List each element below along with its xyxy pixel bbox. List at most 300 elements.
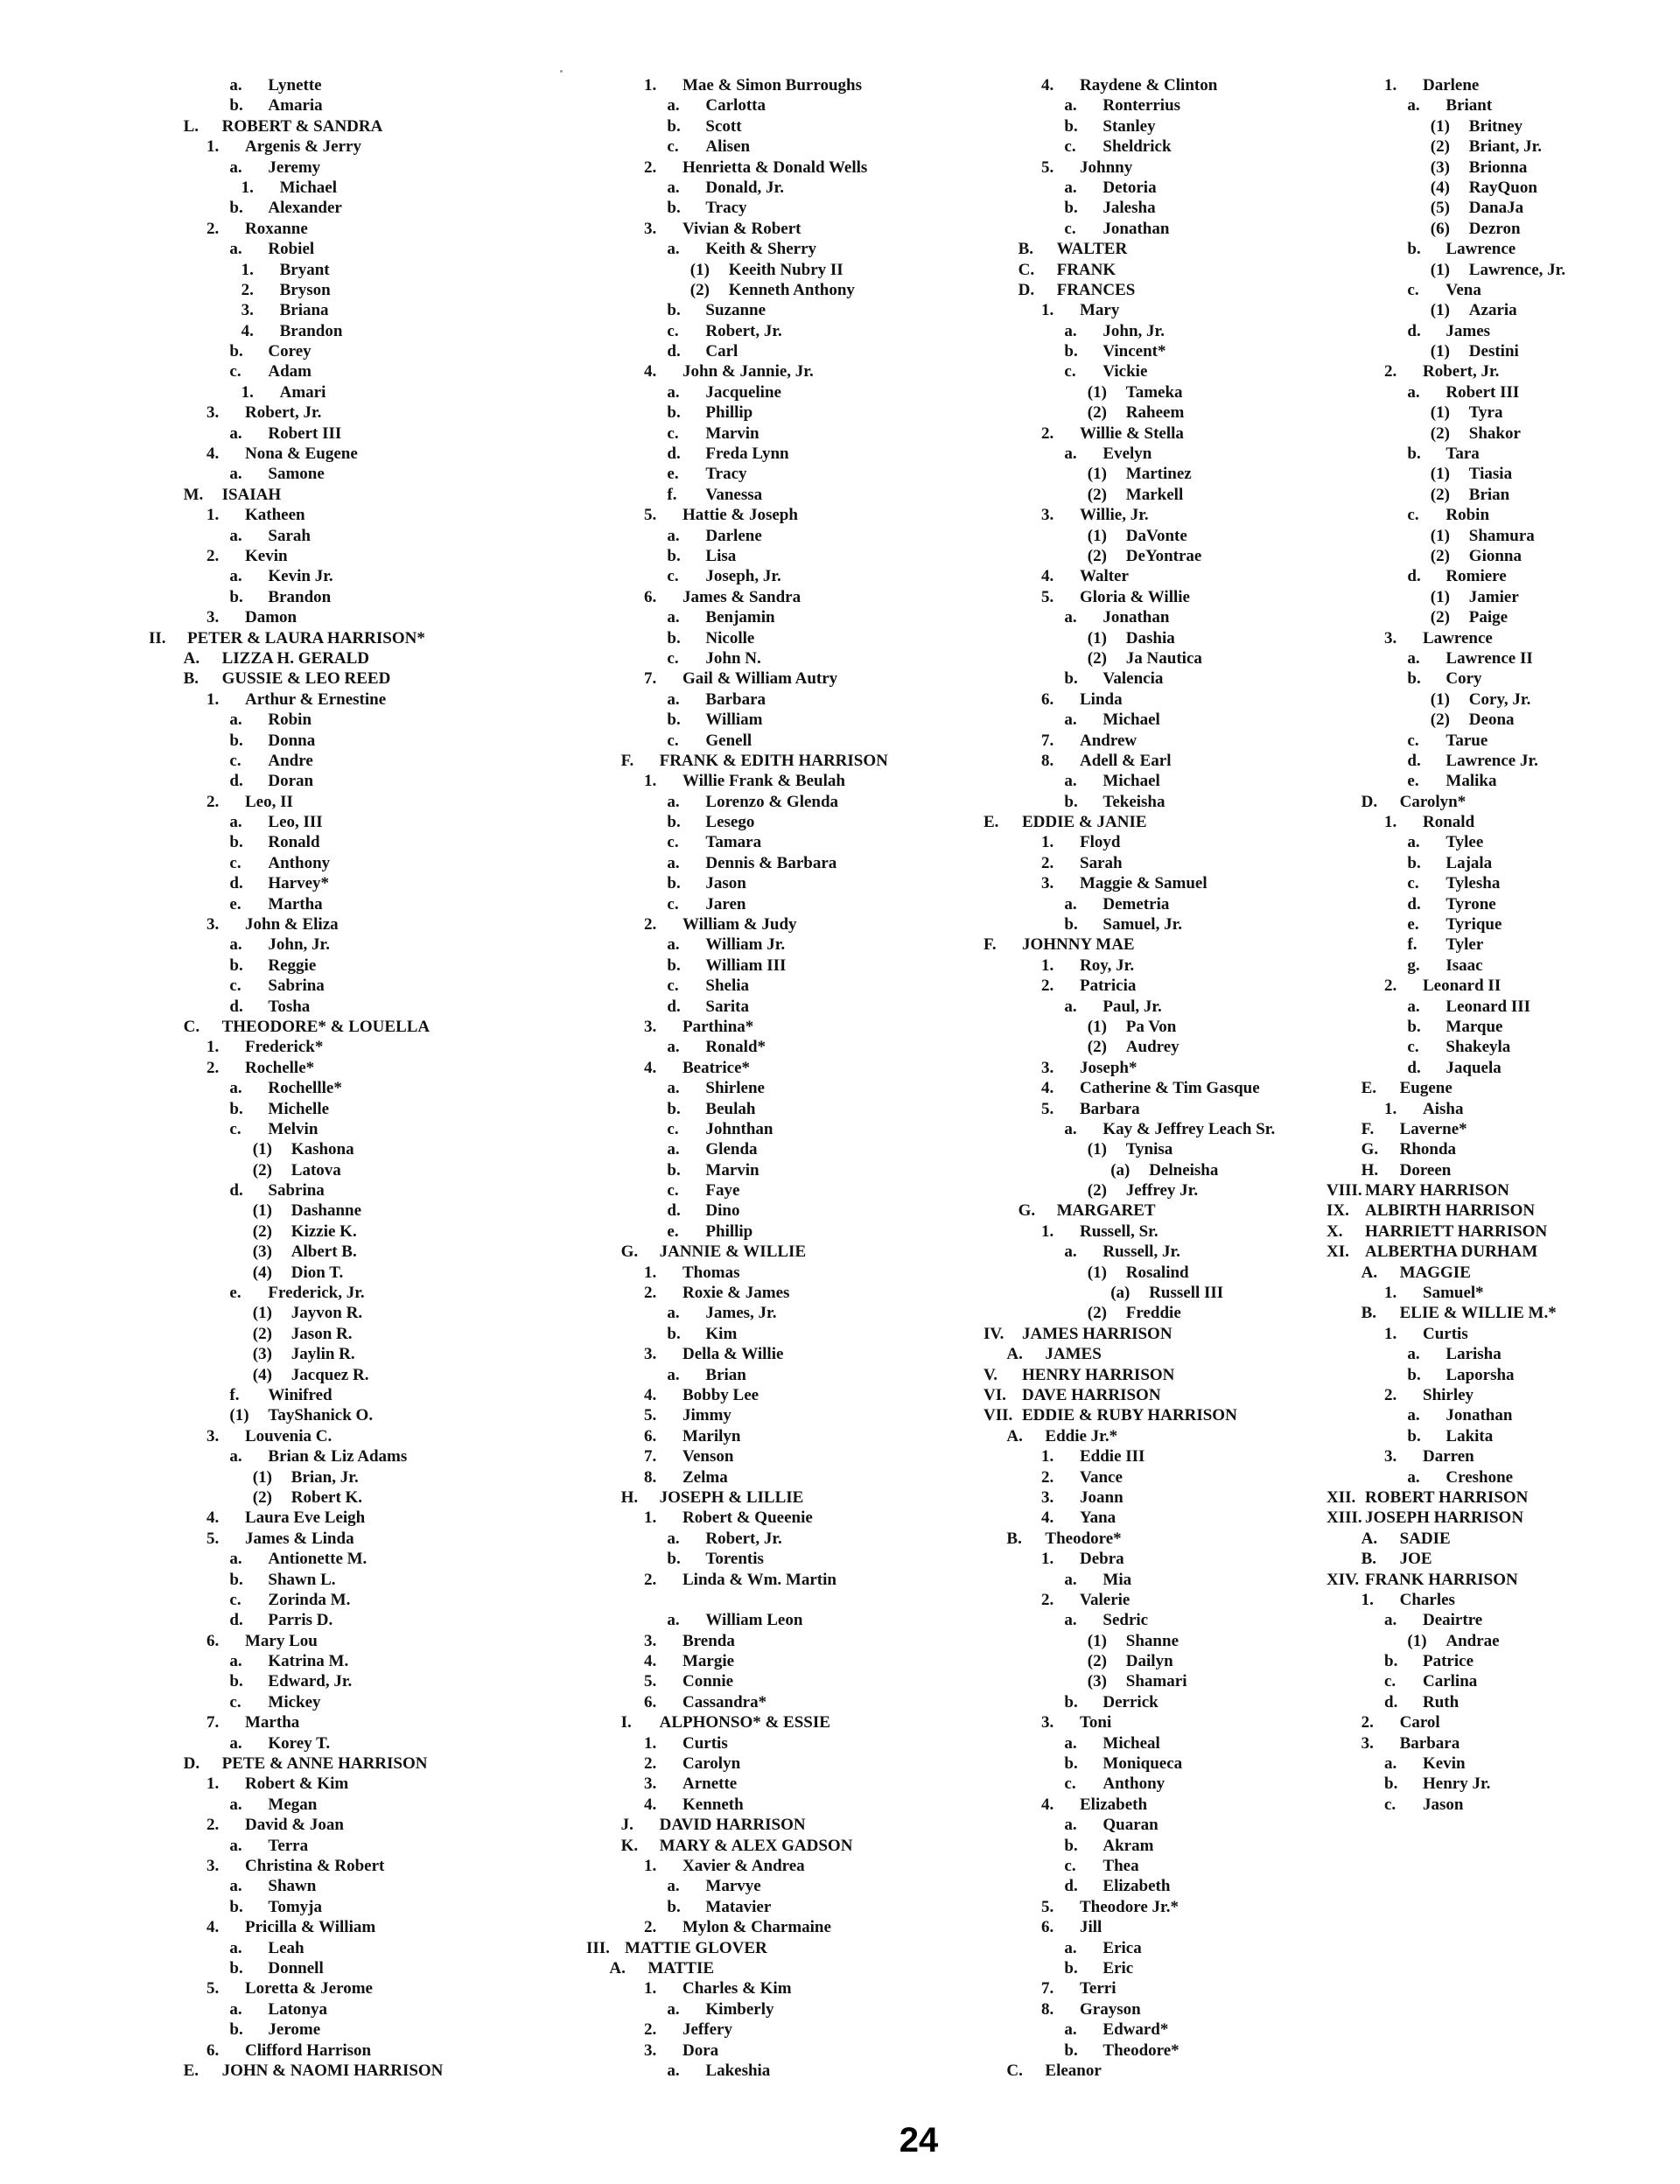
- outline-entry: [586, 402, 888, 423]
- entry-marker: a.: [1064, 96, 1077, 116]
- entry-name: Jonathan: [1102, 219, 1170, 238]
- outline-entry: [1326, 198, 1565, 218]
- entry-marker: (4): [1430, 178, 1450, 197]
- entry-marker: e.: [667, 465, 679, 484]
- entry-marker: A.: [609, 1958, 626, 1978]
- outline-entry: [984, 1938, 1275, 1958]
- entry-name: Shawn: [268, 1877, 317, 1896]
- outline-entry: [149, 648, 443, 668]
- entry-name: Eddie Jr.*: [1045, 1426, 1118, 1446]
- entry-marker: B.: [1018, 240, 1034, 259]
- entry-name: Eleanor: [1045, 2061, 1102, 2080]
- outline-entry: [149, 997, 443, 1017]
- entry-marker: III.: [586, 1938, 610, 1957]
- outline-entry: [149, 361, 443, 382]
- outline-entry: [984, 1385, 1275, 1405]
- outline-entry: [149, 1671, 443, 1691]
- entry-name: Catherine & Tim Gasque: [1080, 1079, 1260, 1098]
- entry-marker: 2.: [644, 1918, 657, 1937]
- entry-marker: (1): [1087, 1263, 1107, 1282]
- outline-entry: [149, 1836, 443, 1856]
- entry-name: Brandon: [279, 321, 343, 340]
- outline-entry: [149, 485, 443, 505]
- entry-marker: 5.: [1041, 1897, 1054, 1916]
- entry-marker: f.: [229, 1386, 240, 1404]
- entry-marker: 4.: [1041, 76, 1054, 94]
- entry-marker: (1): [1430, 690, 1450, 709]
- outline-entry: [586, 260, 888, 280]
- outline-entry: [984, 1508, 1275, 1528]
- outline-entry: [586, 1344, 888, 1364]
- outline-entry: [586, 2020, 888, 2040]
- entry-name: Reggie: [268, 956, 317, 975]
- entry-marker: (1): [1087, 1631, 1107, 1650]
- entry-name: Gloria & Willie: [1080, 587, 1190, 606]
- entry-marker: a.: [1064, 1242, 1077, 1262]
- entry-marker: a.: [229, 567, 242, 586]
- outline-entry: [586, 1774, 888, 1794]
- outline-entry: [984, 526, 1275, 546]
- entry-marker: (1): [1087, 465, 1107, 484]
- entry-name: Joseph, Jr.: [705, 567, 781, 586]
- entry-name: Vance: [1080, 1467, 1123, 1487]
- entry-name: Joseph*: [1080, 1058, 1138, 1077]
- outline-entry: [586, 1897, 888, 1917]
- outline-entry: [1326, 710, 1565, 730]
- entry-marker: (2): [1430, 710, 1450, 730]
- outline-entry: [1326, 424, 1565, 444]
- outline-entry: [586, 1160, 888, 1180]
- entry-name: Kimberly: [705, 1999, 774, 2019]
- entry-name: Brian: [1468, 485, 1510, 504]
- outline-entry: [1326, 1303, 1565, 1323]
- entry-marker: (4): [252, 1263, 272, 1282]
- outline-entry: [149, 382, 443, 402]
- entry-marker: 3.: [206, 403, 220, 423]
- entry-marker: b.: [667, 1550, 681, 1569]
- outline-entry: [586, 1283, 888, 1303]
- outline-entry: [586, 1200, 888, 1221]
- entry-marker: c.: [667, 424, 679, 443]
- entry-name: Quaran: [1102, 1816, 1158, 1835]
- entry-name: THEODORE* & LOUELLA: [221, 1017, 430, 1036]
- entry-marker: (2): [1087, 485, 1107, 504]
- outline-entry: [586, 1631, 888, 1651]
- entry-name: Russell III: [1149, 1284, 1224, 1303]
- outline-entry: [1326, 934, 1565, 955]
- entry-marker: c.: [1407, 731, 1419, 750]
- entry-marker: e.: [1407, 915, 1419, 934]
- entry-name: Edward*: [1102, 2020, 1169, 2040]
- outline-entry: [1326, 731, 1565, 751]
- outline-entry: [149, 690, 443, 710]
- entry-name: Lorenzo & Glenda: [705, 792, 839, 811]
- outline-entry: [984, 1446, 1275, 1466]
- entry-marker: d.: [1407, 751, 1421, 770]
- outline-entry: [1326, 1365, 1565, 1385]
- entry-marker: 4.: [241, 321, 254, 340]
- outline-entry: [586, 341, 888, 361]
- outline-entry: [1326, 158, 1565, 178]
- outline-entry: [586, 1324, 888, 1344]
- entry-name: Glenda: [705, 1140, 758, 1159]
- entry-marker: c.: [667, 321, 679, 340]
- entry-name: Briant, Jr.: [1468, 137, 1543, 157]
- outline-entry: [1326, 280, 1565, 300]
- entry-name: Briant: [1446, 96, 1493, 116]
- entry-marker: 4.: [206, 1508, 220, 1528]
- entry-marker: a.: [229, 526, 242, 545]
- entry-marker: c.: [1407, 1038, 1419, 1057]
- entry-marker: 1.: [1041, 833, 1054, 852]
- entry-name: Martha: [268, 894, 323, 914]
- entry-name: MATTIE: [648, 1958, 715, 1978]
- entry-marker: b.: [229, 1897, 243, 1916]
- entry-name: Willie Frank & Beulah: [682, 772, 845, 791]
- entry-marker: d.: [229, 772, 243, 791]
- entry-marker: a.: [1064, 1733, 1077, 1753]
- entry-name: William & Judy: [682, 915, 797, 934]
- entry-marker: d.: [1407, 567, 1421, 586]
- outline-entry: [586, 1139, 888, 1159]
- entry-marker: c.: [667, 894, 679, 914]
- outline-entry: [1326, 812, 1565, 832]
- outline-entry: [586, 1446, 888, 1466]
- entry-name: Valencia: [1102, 669, 1164, 689]
- entry-marker: b.: [229, 956, 243, 975]
- entry-marker: 3.: [241, 301, 254, 320]
- entry-name: Dion T.: [290, 1263, 344, 1282]
- entry-marker: a.: [667, 1877, 680, 1896]
- outline-entry: [586, 1651, 888, 1671]
- entry-name: Dezron: [1468, 219, 1521, 238]
- entry-marker: 2.: [206, 792, 220, 811]
- outline-entry: [149, 607, 443, 627]
- entry-marker: c.: [229, 362, 242, 382]
- entry-name: Willie & Stella: [1080, 424, 1184, 443]
- entry-marker: 1.: [644, 1733, 657, 1753]
- outline-entry: [984, 1263, 1275, 1283]
- entry-marker: b.: [667, 403, 681, 423]
- entry-marker: f.: [1407, 935, 1418, 955]
- entry-marker: c.: [1407, 506, 1419, 525]
- entry-marker: 5.: [1041, 587, 1054, 606]
- entry-marker: XIII.: [1326, 1508, 1362, 1528]
- entry-marker: C.: [1018, 260, 1035, 279]
- entry-marker: (a): [1110, 1284, 1130, 1303]
- entry-name: Parris D.: [268, 1611, 333, 1630]
- entry-name: JAMES: [1045, 1345, 1102, 1364]
- entry-name: Megan: [268, 1795, 318, 1814]
- entry-name: James: [1446, 321, 1491, 340]
- entry-marker: b.: [1407, 1365, 1421, 1384]
- entry-marker: d.: [1407, 321, 1421, 340]
- outline-entry: [586, 566, 888, 586]
- entry-name: Cory, Jr.: [1468, 690, 1531, 709]
- entry-marker: (1): [1087, 1017, 1107, 1036]
- entry-name: David & Joan: [245, 1816, 344, 1835]
- outline-entry: [149, 853, 443, 873]
- outline-entry: [984, 1405, 1275, 1425]
- entry-name: ALBERTHA DURHAM: [1365, 1242, 1538, 1262]
- entry-marker: F.: [1361, 1119, 1375, 1138]
- entry-marker: a.: [1407, 1467, 1420, 1487]
- entry-marker: a.: [667, 792, 680, 811]
- entry-marker: 3.: [644, 1774, 657, 1794]
- entry-name: Elizabeth: [1102, 1877, 1171, 1896]
- outline-entry: [149, 321, 443, 341]
- entry-marker: (1): [1430, 260, 1450, 279]
- entry-marker: a.: [667, 1611, 680, 1630]
- entry-name: JAMES HARRISON: [1022, 1324, 1172, 1343]
- entry-name: Russell, Sr.: [1080, 1222, 1158, 1241]
- entry-marker: d.: [229, 1611, 243, 1630]
- entry-marker: a.: [1064, 997, 1077, 1016]
- entry-name: Rhonda: [1399, 1140, 1457, 1159]
- entry-name: Tyrone: [1446, 894, 1496, 914]
- entry-marker: a.: [667, 853, 680, 872]
- entry-marker: (1): [1087, 382, 1107, 402]
- entry-marker: b.: [229, 1958, 243, 1978]
- entry-name: Roxanne: [245, 219, 308, 238]
- entry-name: GUSSIE & LEO REED: [221, 669, 391, 689]
- entry-name: Adell & Earl: [1080, 751, 1172, 770]
- column-2: [586, 75, 888, 2081]
- outline-entry: [586, 853, 888, 873]
- entry-marker: a.: [229, 1733, 242, 1753]
- outline-entry: [984, 1958, 1275, 1978]
- entry-marker: 4.: [1041, 1508, 1054, 1528]
- entry-name: James & Sandra: [682, 587, 802, 606]
- entry-marker: a.: [1064, 178, 1077, 197]
- entry-marker: 3.: [1041, 1058, 1054, 1077]
- outline-entry: [149, 1692, 443, 1712]
- entry-marker: C.: [1006, 2061, 1023, 2080]
- outline-entry: [984, 2020, 1275, 2040]
- entry-name: DAVE HARRISON: [1022, 1386, 1161, 1404]
- entry-marker: (2): [1087, 1652, 1107, 1671]
- entry-marker: 2.: [241, 280, 254, 299]
- entry-marker: 1.: [206, 137, 220, 157]
- entry-marker: 2.: [1361, 1713, 1374, 1732]
- outline-entry: [149, 1426, 443, 1446]
- entry-marker: b.: [667, 301, 681, 320]
- outline-entry: [1326, 1160, 1565, 1180]
- outline-entry: [149, 1099, 443, 1119]
- outline-entry: [984, 505, 1275, 525]
- entry-marker: L.: [183, 116, 200, 136]
- entry-name: Jaren: [705, 894, 746, 914]
- outline-entry: [586, 1795, 888, 1815]
- entry-marker: d.: [1407, 1058, 1421, 1077]
- outline-entry: [1326, 116, 1565, 136]
- entry-marker: 1.: [1041, 1222, 1054, 1241]
- outline-entry: [1326, 444, 1565, 464]
- entry-name: Charles: [1399, 1590, 1455, 1609]
- outline-entry: [984, 1897, 1275, 1917]
- outline-entry: [586, 1938, 888, 1958]
- entry-name: Vickie: [1102, 362, 1148, 382]
- entry-marker: a.: [229, 1999, 242, 2019]
- entry-name: Xavier & Andrea: [682, 1856, 805, 1875]
- entry-marker: B.: [1361, 1304, 1377, 1323]
- entry-name: Mary: [1080, 301, 1120, 320]
- entry-name: Katheen: [245, 506, 305, 525]
- entry-marker: c.: [1064, 219, 1076, 238]
- outline-entry: [149, 300, 443, 320]
- outline-entry: [149, 1017, 443, 1037]
- outline-entry: [1326, 873, 1565, 893]
- outline-entry: [149, 1795, 443, 1815]
- outline-entry: [149, 2040, 443, 2061]
- outline-entry: [1326, 1180, 1565, 1200]
- outline-entry: [149, 239, 443, 259]
- entry-name: Lawrence Jr.: [1446, 751, 1538, 770]
- outline-entry: [149, 1774, 443, 1794]
- outline-entry: [1326, 1549, 1565, 1569]
- outline-entry: [149, 751, 443, 771]
- entry-name: PETE & ANNE HARRISON: [221, 1754, 428, 1774]
- outline-entry: [586, 1365, 888, 1385]
- entry-name: Deona: [1468, 710, 1515, 730]
- entry-name: ELIE & WILLIE M.*: [1399, 1304, 1557, 1323]
- entry-marker: b.: [229, 96, 243, 116]
- outline-entry: [586, 690, 888, 710]
- outline-entry: [149, 1856, 443, 1876]
- entry-marker: 3.: [206, 1856, 220, 1875]
- entry-marker: 3.: [1041, 1488, 1054, 1507]
- outline-entry: [1326, 485, 1565, 505]
- outline-entry: [149, 668, 443, 689]
- entry-marker: a.: [667, 178, 680, 197]
- entry-marker: b.: [1064, 1692, 1078, 1712]
- entry-name: Jamier: [1468, 587, 1519, 606]
- outline-entry: [149, 832, 443, 852]
- entry-name: Floyd: [1080, 833, 1121, 852]
- outline-entry: [984, 1712, 1275, 1732]
- outline-entry: [984, 341, 1275, 361]
- entry-name: Leah: [268, 1938, 304, 1957]
- outline-entry: [1326, 1344, 1565, 1364]
- outline-entry: [984, 361, 1275, 382]
- entry-marker: d.: [229, 1181, 243, 1200]
- entry-name: Beatrice*: [682, 1058, 751, 1077]
- entry-name: William III: [705, 956, 787, 975]
- entry-marker: a.: [229, 1938, 242, 1957]
- outline-entry: [984, 812, 1275, 832]
- entry-marker: 5.: [1041, 158, 1054, 177]
- entry-name: Jaquela: [1446, 1058, 1502, 1077]
- outline-entry: [1326, 607, 1565, 627]
- outline-entry: [1326, 976, 1565, 996]
- entry-name: Carolyn: [682, 1754, 741, 1774]
- entry-name: Phillip: [705, 1222, 753, 1241]
- entry-name: MATTIE GLOVER: [625, 1938, 767, 1957]
- entry-name: Tamara: [705, 833, 762, 852]
- outline-entry: [984, 178, 1275, 198]
- entry-marker: a.: [229, 710, 242, 730]
- entry-name: Leonard II: [1423, 976, 1502, 996]
- outline-entry: [984, 300, 1275, 320]
- entry-name: Evelyn: [1102, 444, 1152, 464]
- entry-marker: (2): [1087, 1304, 1107, 1323]
- entry-marker: b.: [667, 628, 681, 648]
- entry-marker: g.: [1407, 956, 1420, 975]
- entry-marker: F.: [984, 935, 997, 955]
- entry-name: Linda & Wm. Martin: [682, 1570, 836, 1589]
- entry-name: Isaac: [1446, 956, 1483, 975]
- entry-name: Jeremy: [268, 158, 321, 177]
- entry-name: Zelma: [682, 1467, 728, 1487]
- outline-entry: [1326, 628, 1565, 648]
- entry-name: Lakeshia: [705, 2061, 771, 2080]
- outline-entry: [586, 997, 888, 1017]
- outline-entry: [586, 444, 888, 464]
- outline-entry: [984, 1876, 1275, 1896]
- entry-name: William Jr.: [705, 935, 786, 955]
- entry-name: Marvye: [705, 1877, 761, 1896]
- entry-marker: 4.: [1041, 1079, 1054, 1098]
- entry-marker: a.: [667, 1079, 680, 1098]
- entry-name: Amari: [279, 382, 326, 402]
- entry-name: Briana: [279, 301, 329, 320]
- entry-marker: 1.: [1384, 1099, 1397, 1118]
- entry-marker: c.: [1407, 280, 1419, 299]
- entry-marker: b.: [1407, 669, 1421, 689]
- entry-marker: 4.: [644, 1795, 657, 1814]
- outline-entry: [149, 771, 443, 791]
- outline-entry: [586, 1242, 888, 1262]
- outline-entry: [586, 587, 888, 607]
- outline-entry: [1326, 1283, 1565, 1303]
- entry-name: Tyrique: [1446, 915, 1502, 934]
- outline-entry: [984, 485, 1275, 505]
- entry-name: Arnette: [682, 1774, 738, 1794]
- entry-name: Doran: [268, 772, 314, 791]
- outline-entry: [1326, 1508, 1565, 1528]
- entry-marker: 2.: [644, 158, 657, 177]
- entry-name: Louvenia C.: [245, 1426, 332, 1446]
- entry-marker: (2): [690, 280, 710, 299]
- outline-entry: [1326, 771, 1565, 791]
- entry-name: Martha: [245, 1713, 300, 1732]
- entry-marker: A.: [1006, 1345, 1023, 1364]
- entry-marker: d.: [229, 874, 243, 893]
- entry-name: Ronald: [1423, 813, 1475, 832]
- entry-name: Cassandra*: [682, 1692, 767, 1712]
- entry-marker: IX.: [1326, 1201, 1349, 1221]
- entry-name: Markell: [1125, 485, 1184, 504]
- entry-marker: (2): [1087, 648, 1107, 668]
- entry-marker: b.: [667, 956, 681, 975]
- entry-marker: d.: [229, 997, 243, 1016]
- entry-name: Shamura: [1468, 526, 1535, 545]
- entry-marker: 3.: [1041, 506, 1054, 525]
- outline-entry: [586, 321, 888, 341]
- outline-entry: [1326, 1139, 1565, 1159]
- entry-name: Henrietta & Donald Wells: [682, 158, 868, 177]
- outline-entry: [1326, 1570, 1565, 1590]
- entry-marker: E.: [183, 2061, 200, 2080]
- outline-entry: [984, 239, 1275, 259]
- entry-name: Doreen: [1399, 1160, 1452, 1180]
- entry-name: JOSEPH HARRISON: [1365, 1508, 1524, 1528]
- entry-name: FRANCES: [1056, 280, 1136, 299]
- entry-name: Walter: [1080, 567, 1129, 586]
- outline-entry: [984, 321, 1275, 341]
- entry-name: John & Eliza: [245, 915, 339, 934]
- outline-entry: [149, 158, 443, 178]
